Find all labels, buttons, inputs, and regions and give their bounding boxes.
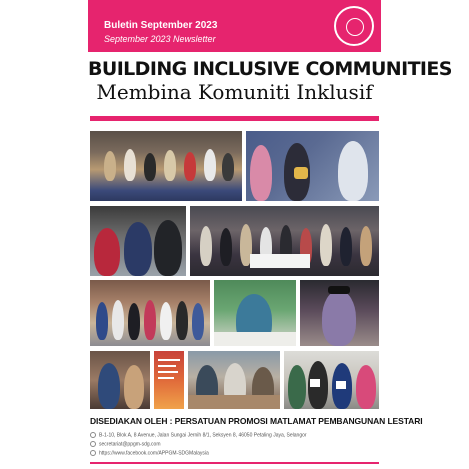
event-photo-8 xyxy=(90,351,150,409)
event-photo-10 xyxy=(188,351,280,409)
prepared-by: DISEDIAKAN OLEH : PERSATUAN PROMOSI MATLAMAT PEMBANGUNAN LESTARI xyxy=(90,416,423,426)
bulletin-subtitle: September 2023 Newsletter xyxy=(104,34,216,44)
address-text: B-1-10, Blok A, 8 Avenue, Jalan Sungai Jernih 8/1, Seksyen 8, 46050 Petaling Jaya, Selangor xyxy=(99,432,307,439)
header-banner xyxy=(88,0,381,52)
headline: BUILDING INCLUSIVE COMMUNITIES xyxy=(88,58,452,80)
event-photo-9 xyxy=(154,351,184,409)
address-line xyxy=(90,432,307,438)
event-photo-4 xyxy=(190,206,379,276)
event-photo-3 xyxy=(90,206,186,276)
event-photo-1 xyxy=(90,131,242,201)
event-photo-2 xyxy=(246,131,379,201)
facebook-link[interactable]: https://www.facebook.com/APPGM-SDGMalaysia xyxy=(99,450,209,457)
accent-divider xyxy=(90,116,379,121)
event-photo-7 xyxy=(300,280,379,346)
subheadline: Membina Komuniti Inklusif xyxy=(96,80,373,104)
footer-accent-bar xyxy=(90,462,379,464)
newsletter-page xyxy=(88,0,452,469)
seal-center-icon xyxy=(346,18,364,36)
event-photo-11 xyxy=(284,351,379,409)
email-icon xyxy=(90,441,96,447)
event-photo-6 xyxy=(214,280,296,346)
email-line xyxy=(90,441,161,447)
email-text: secretariat@ppgm-sdg.com xyxy=(99,441,161,448)
bulletin-title: Buletin September 2023 xyxy=(104,20,218,31)
facebook-icon xyxy=(90,450,96,456)
organization-seal-icon xyxy=(334,6,374,46)
location-icon xyxy=(90,432,96,438)
event-photo-5 xyxy=(90,280,210,346)
facebook-line xyxy=(90,450,209,456)
